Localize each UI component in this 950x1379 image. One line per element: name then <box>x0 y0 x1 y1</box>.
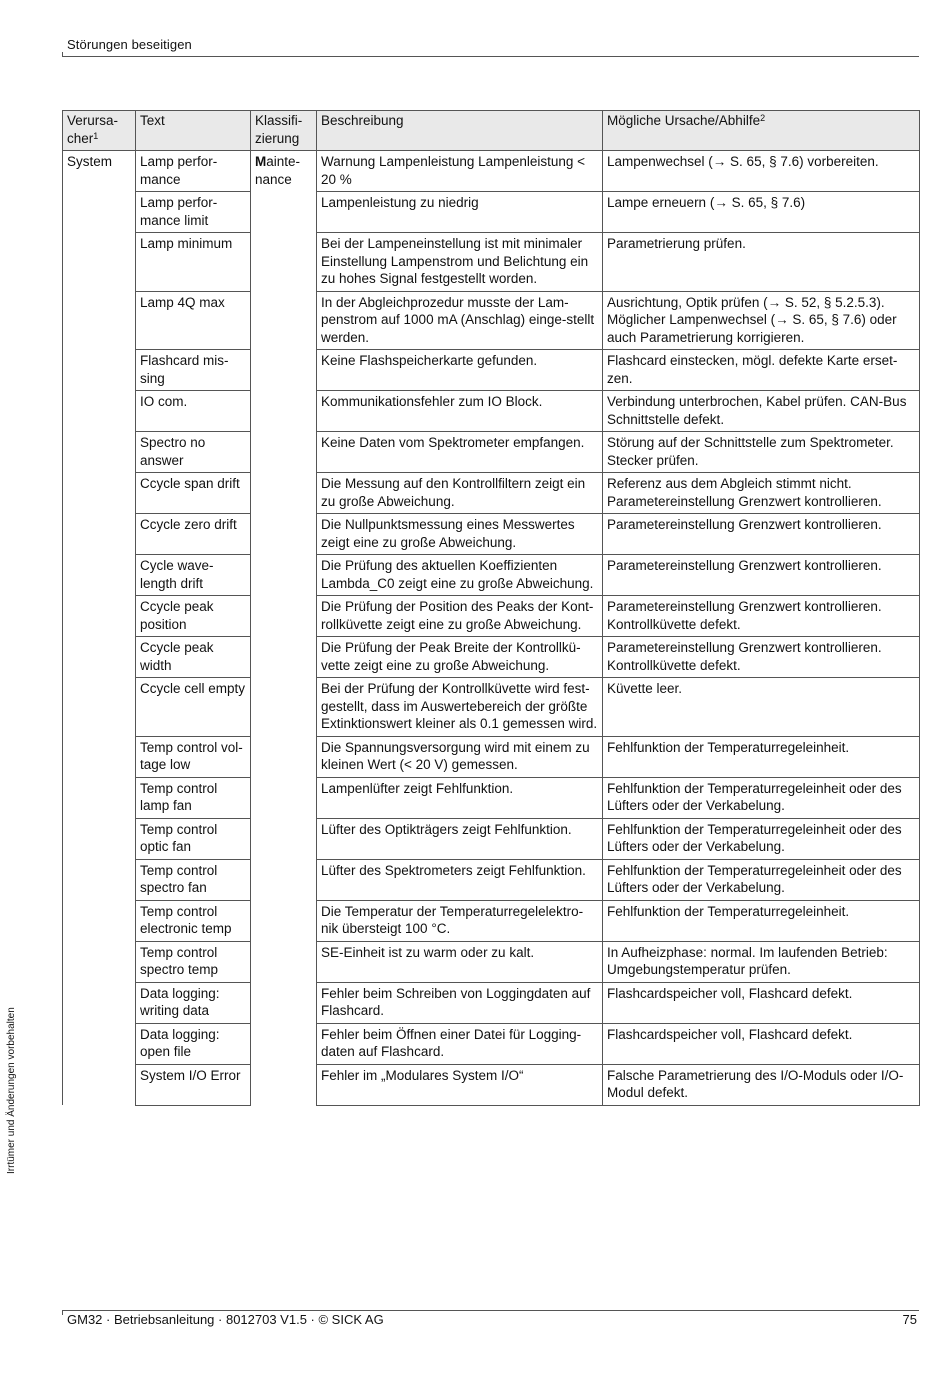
table-row <box>63 192 920 233</box>
fault-text-cell: Temp control spectro temp <box>136 941 251 982</box>
table-row <box>63 736 920 777</box>
fault-text-cell: Spectro no answer <box>136 432 251 473</box>
table-row <box>63 391 920 432</box>
description-cell: Lüfter des Spektrometers zeigt Fehlfunktion. <box>317 859 603 900</box>
description-cell: Die Prüfung der Peak Breite der Kontrollkü-vette zeigt eine zu große Abweichung. <box>317 637 603 678</box>
description-cell: SE-Einheit ist zu warm oder zu kalt. <box>317 941 603 982</box>
description-cell: Bei der Lampeneinstellung ist mit minimaler Einstellung Lampenstrom und Belichtung ein zu hohes Signal festgestellt worden. <box>317 233 603 292</box>
fault-text-cell: Cycle wave-length drift <box>136 555 251 596</box>
fault-text-cell: Ccycle peak position <box>136 596 251 637</box>
remedy-cell: Flashcard einstecken, mögl. defekte Karte erset-zen. <box>603 350 920 391</box>
remedy-cell: Falsche Parametrierung des I/O-Moduls oder I/O-Modul defekt. <box>603 1064 920 1105</box>
description-cell: Die Prüfung der Position des Peaks der Kont-rollküvette zeigt eine zu große Abweichung. <box>317 596 603 637</box>
fault-text-cell: Temp control spectro fan <box>136 859 251 900</box>
description-cell: Die Spannungsversorgung wird mit einem zu kleinen Wert (< 20 V) gemessen. <box>317 736 603 777</box>
remedy-cell: Parametrierung prüfen. <box>603 233 920 292</box>
table-row <box>63 941 920 982</box>
table-row <box>63 859 920 900</box>
table-row <box>63 432 920 473</box>
header-remedy: Mögliche Ursache/Abhilfe$^2$ <box>603 111 920 151</box>
table-row <box>63 777 920 818</box>
remedy-cell: Lampe erneuern (→ S. 65, § 7.6) <box>603 192 920 233</box>
description-cell: In der Abgleichprozedur musste der Lam-penstrom auf 1000 mA (Anschlag) einge-stellt werden. <box>317 291 603 350</box>
table-row <box>63 350 920 391</box>
header-cause: Verursa-cher$^1$ <box>63 111 136 151</box>
page-number: 75 <box>902 1312 917 1327</box>
footer-rule <box>62 1310 919 1311</box>
fault-text-cell: System I/O Error <box>136 1064 251 1105</box>
description-cell: Die Nullpunktsmessung eines Messwertes zeigt eine zu große Abweichung. <box>317 514 603 555</box>
table-row <box>63 1064 920 1105</box>
fault-text-cell: Data logging: open file <box>136 1023 251 1064</box>
table-row <box>63 637 920 678</box>
footer-tick <box>62 1310 63 1315</box>
classification-cell: Mainte-nance <box>251 151 317 1106</box>
fault-text-cell: Ccycle peak width <box>136 637 251 678</box>
header-text: Text <box>136 111 251 151</box>
description-cell: Bei der Prüfung der Kontrollküvette wird fest-gestellt, dass im Auswertebereich der größte Extinktionswert kleiner als 0.1 gemessen wird. <box>317 678 603 737</box>
description-cell: Die Temperatur der Temperaturregelelektro-nik übersteigt 100 °C. <box>317 900 603 941</box>
side-note: Irrtümer und Änderungen vorbehalten <box>6 1007 17 1174</box>
table-header-row <box>63 111 920 151</box>
table-row <box>63 514 920 555</box>
remedy-cell: Ausrichtung, Optik prüfen (→ S. 52, § 5.2.5.3). Möglicher Lampenwechsel (→ S. 65, § 7.6) oder auch Parametrierung korrigieren. <box>603 291 920 350</box>
table-row <box>63 596 920 637</box>
fault-text-cell: Flashcard mis-sing <box>136 350 251 391</box>
fault-text-cell: IO com. <box>136 391 251 432</box>
remedy-cell: In Aufheizphase: normal. Im laufenden Betrieb: Umgebungstemperatur prüfen. <box>603 941 920 982</box>
description-cell: Fehler im „Modulares System I/O“ <box>317 1064 603 1105</box>
footer-document-info: GM32 · Betriebsanleitung · 8012703 V1.5 · © SICK AG <box>67 1312 384 1327</box>
description-cell: Fehler beim Öffnen einer Datei für Logging-daten auf Flashcard. <box>317 1023 603 1064</box>
remedy-cell: Parametereinstellung Grenzwert kontrollieren. <box>603 514 920 555</box>
header-rule <box>62 56 919 57</box>
fault-text-cell: Temp control optic fan <box>136 818 251 859</box>
description-cell: Keine Flashspeicherkarte gefunden. <box>317 350 603 391</box>
description-cell: Kommunikationsfehler zum IO Block. <box>317 391 603 432</box>
table-row <box>63 151 920 192</box>
header-description: Beschreibung <box>317 111 603 151</box>
table-row <box>63 900 920 941</box>
table-row <box>63 982 920 1023</box>
fault-text-cell: Lamp perfor-mance limit <box>136 192 251 233</box>
remedy-cell: Parametereinstellung Grenzwert kontrollieren. Kontrollküvette defekt. <box>603 596 920 637</box>
fault-text-cell: Lamp 4Q max <box>136 291 251 350</box>
description-cell: Die Prüfung des aktuellen Koeffizienten Lambda_C0 zeigt eine zu große Abweichung. <box>317 555 603 596</box>
remedy-cell: Fehlfunktion der Temperaturregeleinheit. <box>603 736 920 777</box>
fault-text-cell: Temp control vol-tage low <box>136 736 251 777</box>
header-tick <box>62 52 63 57</box>
table-row <box>63 818 920 859</box>
fault-text-cell: Ccycle zero drift <box>136 514 251 555</box>
remedy-cell: Küvette leer. <box>603 678 920 737</box>
fault-text-cell: Temp control lamp fan <box>136 777 251 818</box>
fault-text-cell: Temp control electronic temp <box>136 900 251 941</box>
fault-table-body <box>63 151 920 1106</box>
description-cell: Lampenlüfter zeigt Fehlfunktion. <box>317 777 603 818</box>
table-row <box>63 291 920 350</box>
fault-text-cell: Lamp minimum <box>136 233 251 292</box>
remedy-cell: Parametereinstellung Grenzwert kontrollieren. <box>603 555 920 596</box>
page-header-title: Störungen beseitigen <box>67 37 192 52</box>
remedy-cell: Fehlfunktion der Temperaturregeleinheit. <box>603 900 920 941</box>
fault-text-cell: Ccycle span drift <box>136 473 251 514</box>
table-row <box>63 1023 920 1064</box>
fault-text-cell: Ccycle cell empty <box>136 678 251 737</box>
description-cell: Fehler beim Schreiben von Loggingdaten auf Flashcard. <box>317 982 603 1023</box>
cause-cell: System <box>63 151 136 1106</box>
remedy-cell: Fehlfunktion der Temperaturregeleinheit oder des Lüfters oder der Verkabelung. <box>603 859 920 900</box>
remedy-cell: Fehlfunktion der Temperaturregeleinheit oder des Lüfters oder der Verkabelung. <box>603 777 920 818</box>
description-cell: Keine Daten vom Spektrometer empfangen. <box>317 432 603 473</box>
table-row <box>63 473 920 514</box>
description-cell: Die Messung auf den Kontrollfiltern zeigt ein zu große Abweichung. <box>317 473 603 514</box>
remedy-cell: Störung auf der Schnittstelle zum Spektrometer. Stecker prüfen. <box>603 432 920 473</box>
remedy-cell: Flashcardspeicher voll, Flashcard defekt. <box>603 1023 920 1064</box>
table-row <box>63 233 920 292</box>
header-class: Klassifi-zierung <box>251 111 317 151</box>
remedy-cell: Parametereinstellung Grenzwert kontrollieren. Kontrollküvette defekt. <box>603 637 920 678</box>
remedy-cell: Flashcardspeicher voll, Flashcard defekt. <box>603 982 920 1023</box>
remedy-cell: Referenz aus dem Abgleich stimmt nicht. Parametereinstellung Grenzwert kontrollieren. <box>603 473 920 514</box>
remedy-cell: Lampenwechsel (→ S. 65, § 7.6) vorbereiten. <box>603 151 920 192</box>
table-row <box>63 555 920 596</box>
fault-text-cell: Lamp perfor-mance <box>136 151 251 192</box>
fault-table <box>62 110 920 1106</box>
remedy-cell: Fehlfunktion der Temperaturregeleinheit oder des Lüfters oder der Verkabelung. <box>603 818 920 859</box>
description-cell: Lampenleistung zu niedrig <box>317 192 603 233</box>
description-cell: Lüfter des Optikträgers zeigt Fehlfunktion. <box>317 818 603 859</box>
description-cell: Warnung Lampenleistung Lampenleistung < 20 % <box>317 151 603 192</box>
remedy-cell: Verbindung unterbrochen, Kabel prüfen. CAN-Bus Schnittstelle defekt. <box>603 391 920 432</box>
fault-text-cell: Data logging: writing data <box>136 982 251 1023</box>
table-row <box>63 678 920 737</box>
